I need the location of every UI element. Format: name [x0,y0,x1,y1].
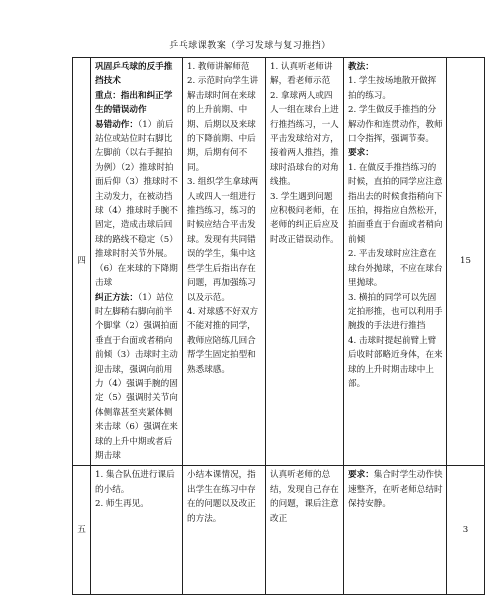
key-text: 指出和纠正学生的错误动作 [95,90,173,116]
part-number: 四 [73,58,91,466]
time-minutes: 3 [447,466,485,595]
key-label: 重点： [95,90,121,101]
list-item: 4. 对球感不好双方不能对推的同学，教师应陪练几回合帮学生固定拍型和熟悉球感。 [187,306,259,375]
list-item: 1. 认真听老师讲解，看老师示范 [270,62,333,87]
table-row [73,466,485,595]
list-item: 1. 集合队伍进行课后的小结。 [95,470,175,495]
correct-text: （1）站位时左脚稍右脚向前半个脚掌（2）强调拍面垂直于台面或者稍向前倾（3）击球时主动迎击球，强调向前用力（4）强调手腕的固定（5）强调肘关节向体侧靠甚至夹紧体侧来击球（6）强调在来球的上升中期或者后期击球 [95,292,178,461]
list-item: 4. 击球时提起前臂上臂后收时部略近身体，在来球的上升时期击球中上部。 [348,335,443,389]
method-label: 教法： [348,62,374,72]
lesson-plan-table [72,57,485,595]
list-item: 1. 学生按场地散开做挥拍的练习。 [348,76,437,101]
list-item: 2. 师生再见。 [95,499,149,510]
list-item: 2. 平击发球时应注意在球台外抛球，不应在球台里抛球。 [348,249,443,289]
list-item: 1. 教师讲解师范 [187,62,250,72]
error-text: （1）前后站位或站位时右脚比左脚前（以右手握拍为例）（2）推球时拍面后仰（3）推球时不主动发力，在被动挡球（4）推球时手腕不固定，造成击球后回球的路线不稳定（5）推球时肘关节外展。（6）在来球的下降期击球 [95,119,178,289]
student-cell [266,58,344,466]
requirement-label: 要求： [348,470,374,481]
method-cell [344,58,447,466]
time-minutes: 15 [447,58,485,466]
list-item: 3. 组织学生拿球两人或四人一组进行推挡练习，练习的时候应结合平击发球。发现有共同错误的学生，集中这些学生后指出存在问题，再加强练习以及示范。 [187,177,259,303]
part-number: 五 [73,466,91,595]
content-cell [91,466,183,595]
student-cell: 认真听老师的总结，发现自己存在的问题，课后注意改正 [266,466,344,595]
method-cell [344,466,447,595]
content-heading: 巩固乒乓球的反手推挡技术 [95,62,173,87]
list-item: 3. 横拍的同学可以先固定拍形推，也可以利用手腕拨的手法进行推挡 [348,292,443,332]
teacher-cell [183,58,266,466]
list-item: 2. 示范时向学生讲解击球时间在来球的上升前期、中期、后期以及来球的下降前期、中后期，后期有何不同。 [187,76,259,173]
page-title: 乒乓球课教案（学习发球与复习推挡） [169,41,331,51]
list-item: 1. 在做反手推挡练习的时候，直拍的同学应注意指出去的时候食指稍向下压拍，拇指应自然松开，拍面垂直于台面或者稍向前倾 [348,162,443,245]
list-item: 2. 学生做反手推挡的分解动作和连贯动作，教师口令指挥，强调节奏。 [348,105,443,145]
content-cell [91,58,183,466]
list-item: 2. 拿球两人或四人一组在球台上进行推挡练习，一人平击发球给对方，接着两人推挡，推球时沿球台的对角线推。 [270,90,339,188]
requirement-label: 要求： [348,148,374,159]
requirement-text: 集合时学生动作快速整齐，在听老师总结时保持安静。 [348,470,443,510]
correct-label: 纠正方法： [95,292,138,303]
teacher-cell: 小结本课情况，指出学生在练习中存在的问题以及改正的方法。 [183,466,266,595]
list-item: 3. 学生遇到问题应积极问老师，在老师的纠正后应及时改正错误动作。 [270,191,339,245]
table-row [73,58,485,466]
error-label: 易错动作： [95,119,138,130]
